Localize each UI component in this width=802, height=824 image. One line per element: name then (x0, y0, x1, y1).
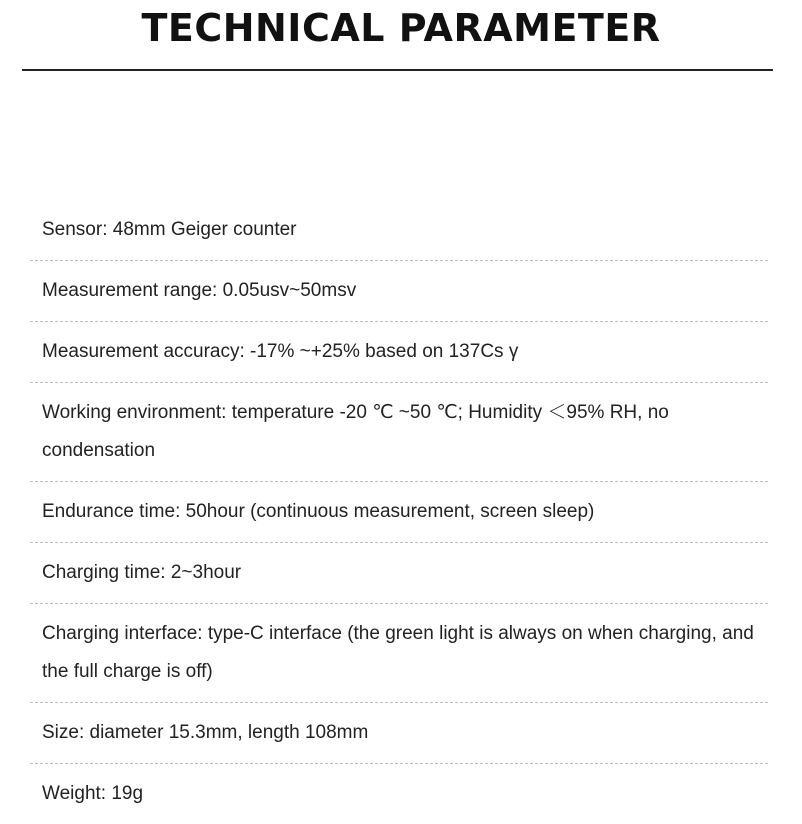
param-endurance-time: Endurance time: 50hour (continuous measurement, screen sleep) (30, 482, 768, 543)
parameter-list (30, 205, 768, 824)
param-measurement-accuracy: Measurement accuracy: -17% ~+25% based on 137Cs γ (30, 322, 768, 383)
param-charging-interface: Charging interface: type-C interface (the green light is always on when charging, and the full charge is off) (30, 604, 768, 703)
page-title: TECHNICAL PARAMETER (141, 6, 661, 50)
title-divider (22, 69, 773, 71)
param-working-environment: Working environment: temperature -20 ℃ ~50 ℃; Humidity ＜95% RH, no condensation (30, 383, 768, 482)
param-measurement-range: Measurement range: 0.05usv~50msv (30, 261, 768, 322)
param-size: Size: diameter 15.3mm, length 108mm (30, 703, 768, 764)
param-weight: Weight: 19g (42, 783, 144, 804)
param-charging-time: Charging time: 2~3hour (30, 543, 768, 604)
param-sensor: Sensor: 48mm Geiger counter (30, 205, 768, 261)
